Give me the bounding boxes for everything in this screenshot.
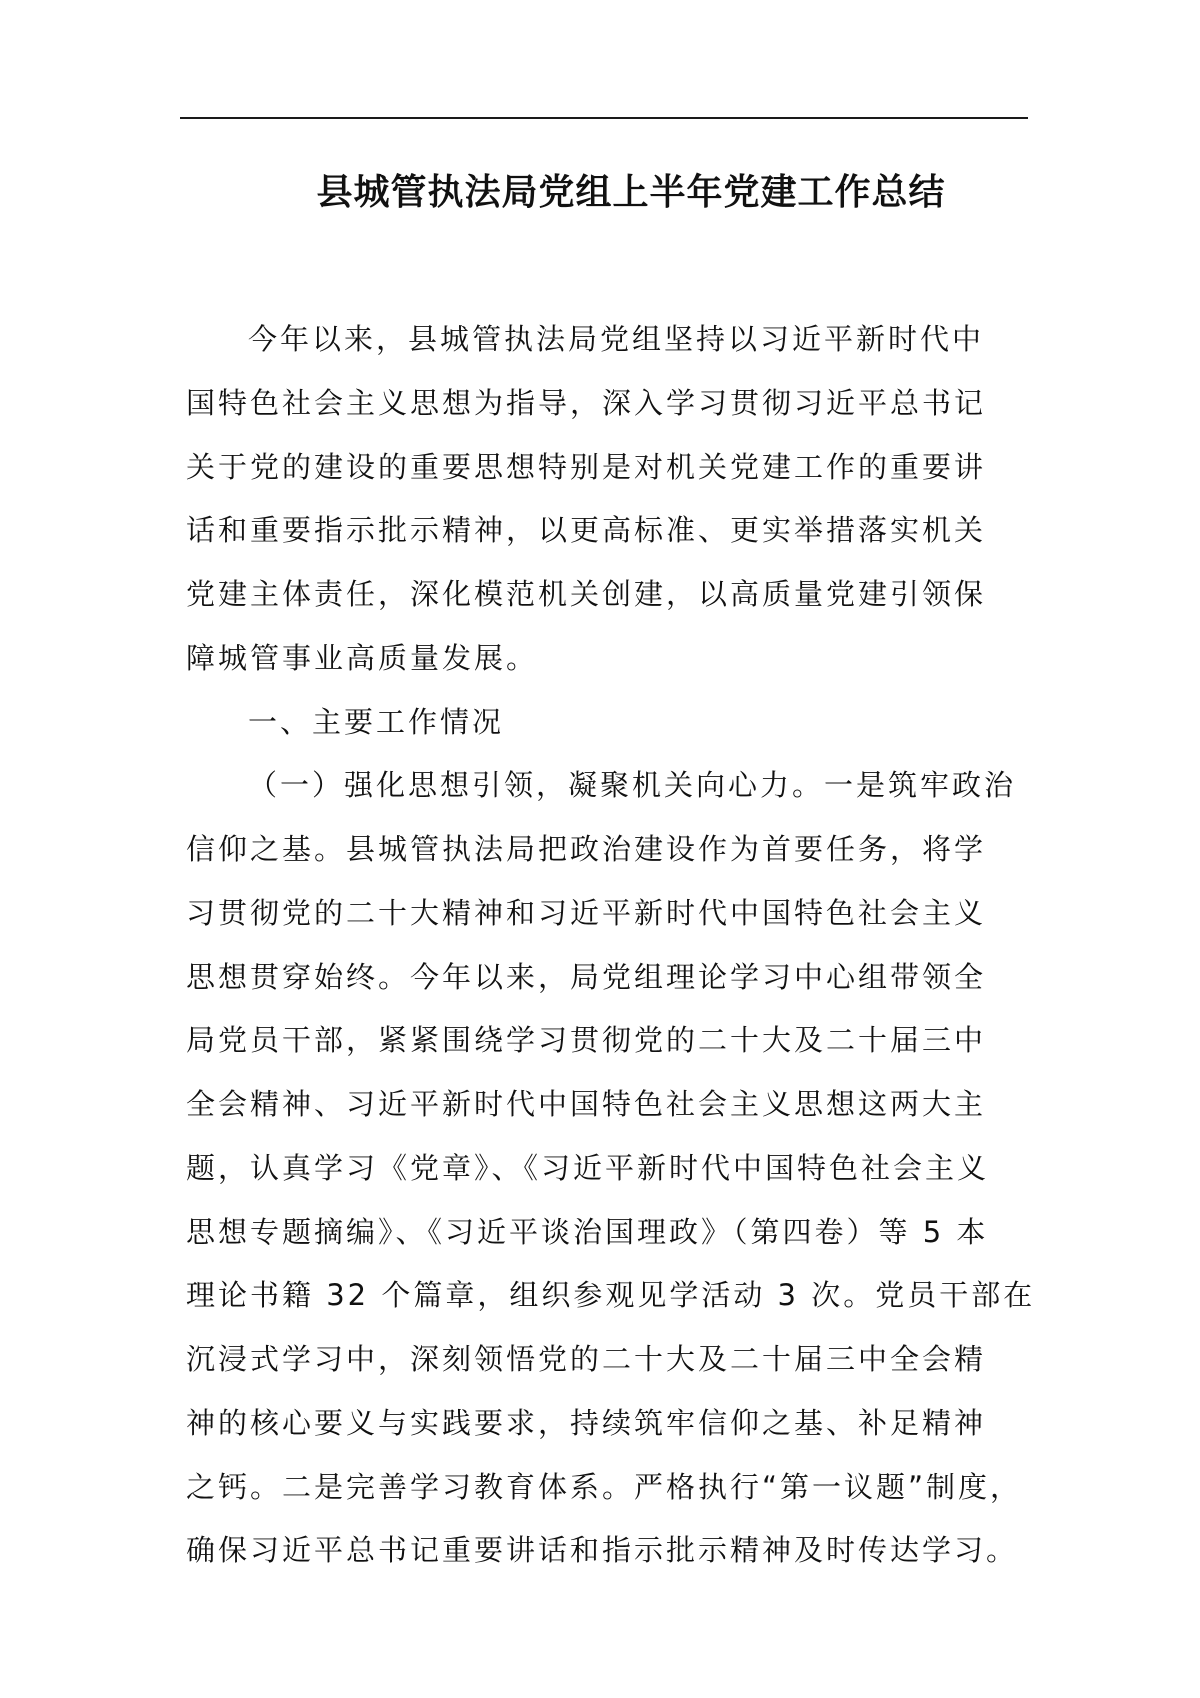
body-line: 党建主体责任，深化模范机关创建，以高质量党建引领保 xyxy=(186,577,987,611)
header-rule xyxy=(180,117,1028,119)
body-line: 思想贯穿始终。今年以来，局党组理论学习中心组带领全 xyxy=(186,959,987,994)
body-line: 局党员干部，紧紧围绕学习贯彻党的二十大及二十届三中 xyxy=(186,1023,987,1058)
body-line: （一）强化思想引领，凝聚机关向心力。一是筑牢政治 xyxy=(248,768,1017,803)
body-line: 之钙。二是完善学习教育体系。严格执行“第一议题”制度， xyxy=(186,1469,1023,1504)
document-title: 县城管执法局党组上半年党建工作总结 xyxy=(316,172,946,213)
document-body xyxy=(186,308,1036,1583)
body-line: 话和重要指示批示精神，以更高标准、更实举措落实机关 xyxy=(186,513,987,548)
body-line: 神的核心要义与实践要求，持续筑牢信仰之基、补足精神 xyxy=(186,1405,987,1440)
body-line: 确保习近平总书记重要讲话和指示批示精神及时传达学习。 xyxy=(186,1533,1019,1568)
body-line: 障城管事业高质量发展。 xyxy=(186,640,539,675)
body-line: 国特色社会主义思想为指导，深入学习贯彻习近平总书记 xyxy=(186,385,987,420)
body-line: 今年以来，县城管执法局党组坚持以习近平新时代中 xyxy=(248,322,985,356)
body-line: 关于党的建设的重要思想特别是对机关党建工作的重要讲 xyxy=(186,449,987,484)
body-line: 信仰之基。县城管执法局把政治建设作为首要任务，将学 xyxy=(186,832,987,866)
body-line: 理论书籍 32 个篇章，组织参观见学活动 3 次。党员干部在 xyxy=(186,1278,1036,1313)
section-heading: 一、主要工作情况 xyxy=(248,704,505,739)
body-line: 习贯彻党的二十大精神和习近平新时代中国特色社会主义 xyxy=(186,895,987,930)
body-line: 全会精神、习近平新时代中国特色社会主义思想这两大主 xyxy=(186,1087,987,1121)
body-line: 题，认真学习《党章》、《习近平新时代中国特色社会主义 xyxy=(186,1150,990,1185)
body-line: 思想专题摘编》、《习近平谈治国理政》（第四卷）等 5 本 xyxy=(186,1214,989,1249)
body-line: 沉浸式学习中，深刻领悟党的二十大及二十届三中全会精 xyxy=(186,1342,987,1376)
